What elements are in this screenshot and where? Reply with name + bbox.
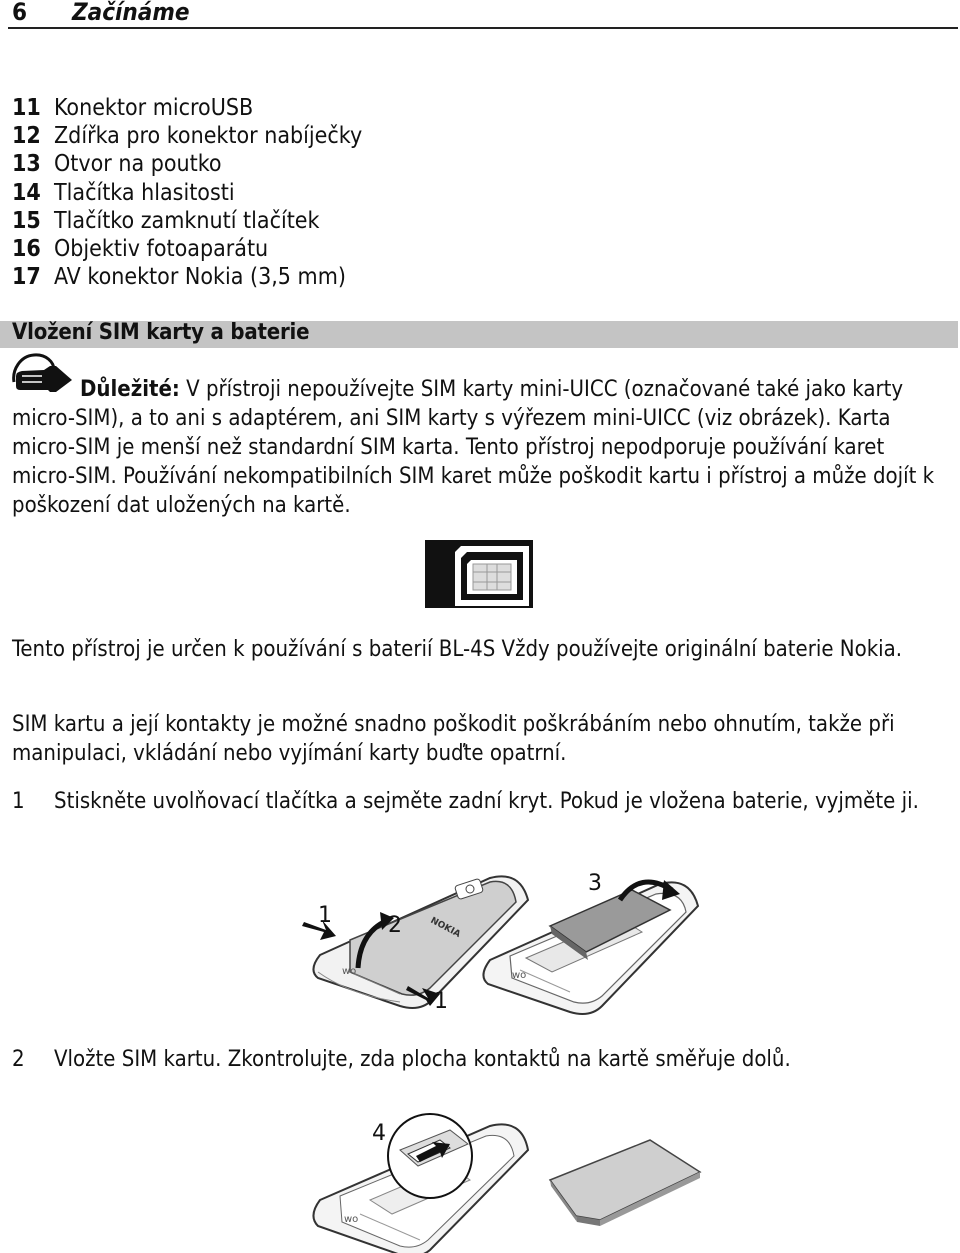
- callout-3: 3: [588, 871, 602, 896]
- list-item: 14 Tlačítka hlasitosti: [12, 179, 235, 206]
- callout-2: 2: [388, 913, 402, 938]
- step-text: Vložte SIM kartu. Zkontrolujte, zda plocha kontaktů na kartě směřuje dolů.: [54, 1047, 791, 1072]
- list-item: 13 Otvor na poutko: [12, 151, 222, 178]
- section-heading: [0, 321, 958, 348]
- list-item: 12 Zdířka pro konektor nabíječky: [12, 123, 363, 150]
- page-title: Začínáme: [72, 0, 190, 26]
- remove-cover-illustration: [290, 860, 730, 1020]
- step-number: 1: [12, 789, 25, 814]
- note-label: Důležité:: [80, 377, 180, 402]
- list-item: 16 Objektiv fotoaparátu: [12, 236, 269, 263]
- logo-mark: wo: [344, 1214, 359, 1225]
- micro-sim-card-image: [425, 540, 533, 608]
- list-item: 17 AV konektor Nokia (3,5 mm): [12, 264, 346, 291]
- sim-care-paragraph: SIM kartu a její kontakty je možné snadno poškodit poškrábáním nebo ohnutím, takže při manipulaci, vkládání nebo vyjímání karty buďte opatrní.: [12, 712, 895, 766]
- page-header: [8, 0, 958, 29]
- list-item: 11 Konektor microUSB: [12, 95, 254, 121]
- callout-1b: 1: [434, 989, 448, 1014]
- battery-paragraph: Tento přístroj je určen k používání s baterií BL-4S Vždy používejte originální baterie Nokia.: [12, 637, 903, 662]
- note-text: V přístroji nepoužívejte SIM karty mini-UICC (označované také jako karty micro-SIM), a to ani s adaptérem, ani SIM karty s výřezem mini-UICC (viz obrázek). Karta micro-SIM je menší než standardní SIM karta. Tento přístroj nepodporuje používání karet micro-SIM. Používání nekompatibilních SIM karet může poškodit kartu i přístroj a může dojít k poškození dat uložených na kartě.: [12, 377, 935, 518]
- parts-list: [12, 94, 362, 291]
- page-number: 6: [12, 0, 28, 26]
- brand-logo: NOKIA: [428, 915, 462, 940]
- insert-sim-illustration: [300, 1110, 720, 1253]
- step-text: Stiskněte uvolňovací tlačítka a sejměte zadní kryt. Pokud je vložena baterie, vyjměte ji.: [54, 789, 919, 814]
- phone-with-cover: [313, 876, 528, 1008]
- logo-mark: wo: [342, 966, 357, 977]
- section-title: Vložení SIM karty a baterie: [12, 320, 310, 345]
- step-number: 2: [12, 1047, 25, 1072]
- logo-mark: wo: [512, 970, 527, 981]
- callout-1: 1: [318, 903, 332, 928]
- list-item: 15 Tlačítko zamknutí tlačítek: [12, 207, 320, 234]
- important-note: [12, 375, 952, 520]
- callout-4: 4: [372, 1121, 386, 1146]
